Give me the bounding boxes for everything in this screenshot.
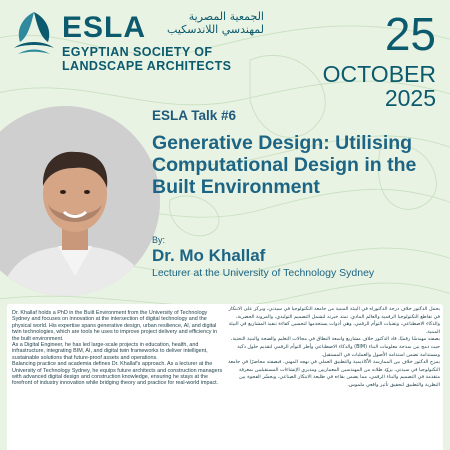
logo-arabic-line: الجمعية المصرية xyxy=(188,10,264,23)
logo-abbreviation: ESLA xyxy=(62,11,147,44)
bio-paragraph-ar: يحمل الدكتور خلاف درجة الدكتوراه في البيئة المبنية من جامعة التكنولوجيا في سيدني، ويركز على الابتكار في تقاطع التكنولوجيا الرقمية والعالم المادي. تمتد خبرته لتشمل التصميم التوليدي، والمرونة الحضرية، والذكاء الاصطناعي، وتقنيات التوأم الرقمي، وهي أدوات يستخدمها لتحسين كفاءة تنفيذ المشاريع في البيئة المبنية. xyxy=(228,306,440,335)
event-year: 2025 xyxy=(384,85,436,111)
bio-paragraph-ar: بصفته مهندسًا رقميًا، قاد الدكتور خلاف مشاريع واسعة النطاق في مجالات التعليم والصحة والبنية التحتية، حيث دمج بين نمذجة معلومات البناء (BIM) والذكاء الاصطناعي وأطر التوأم الرقمي لتقديم حلول ذكية ومستدامة تضمن استدامة الأصول والعمليات في المستقبل. xyxy=(230,336,440,358)
speaker-role: Lecturer at the University of Technology Sydney xyxy=(152,267,375,279)
talk-title: Generative Design: Utilising Computational Design in the Built Environment xyxy=(152,132,417,198)
logo-arabic-line: لمهندسي اللاندسكيب xyxy=(167,23,264,36)
logo-english-line-2: LANDSCAPE ARCHITECTS xyxy=(62,59,232,73)
bio-arabic xyxy=(228,306,440,390)
event-day: 25 xyxy=(384,8,436,60)
bio-paragraph: As a Digital Engineer, he has led large-scale projects in education, health, and infrastructure, integrating BIM, AI, and digital twin frameworks to deliver intelligent, sustainable solutions that future-proof assets and operations. xyxy=(12,342,208,361)
speaker-name: Dr. Mo Khallaf xyxy=(152,246,266,265)
event-month: OCTOBER xyxy=(322,61,436,87)
bio-paragraph-ar: يمزج الدكتور خلاف بين الممارسة الأكاديمية والتطبيق العملي في نهجه المهني. فبصفته محاضرًا في جامعة التكنولوجيا في سيدني، يزوّد طلابه من المهندسين المعماريين ومديري الإنشاءات المستقبليين بمعرفة متقدمة في التصميم والبناء الرقمي، مما يضمن بقاءه في طليعة الابتكار الصناعي، ويجسّر الفجوة بين النظرية والتطبيق لتحقيق تأثير واقعي ملموس. xyxy=(228,359,440,388)
bio-paragraph: Balancing practice and academia defines Dr. Khallaf's approach. As a lecturer at the University of Technology Sydney, he equips future architects and construction managers with advanced digital design and construction knowledge, ensuring he stays at the forefront of industry innovation while bridging theory and practice for real-world impact. xyxy=(12,361,223,387)
logo-arabic-name xyxy=(160,10,264,36)
esla-logo-mark-icon xyxy=(8,8,60,60)
bio-paragraph: Dr. Khallaf holds a PhD in the Built Environment from the University of Technology Sydney and focuses on innovation at the intersection of digital technology and the physical world. His expertise spans generative design, urban resilience, AI, and digital twin technologies, which are tools he uses to improve project delivery and efficiency in the built environment. xyxy=(12,310,218,342)
by-label: By: xyxy=(152,235,166,245)
bio-english xyxy=(12,310,224,387)
esla-logo xyxy=(8,8,278,74)
logo-english-line-1: EGYPTIAN SOCIETY OF xyxy=(62,45,213,59)
talk-label: ESLA Talk #6 xyxy=(152,108,237,123)
